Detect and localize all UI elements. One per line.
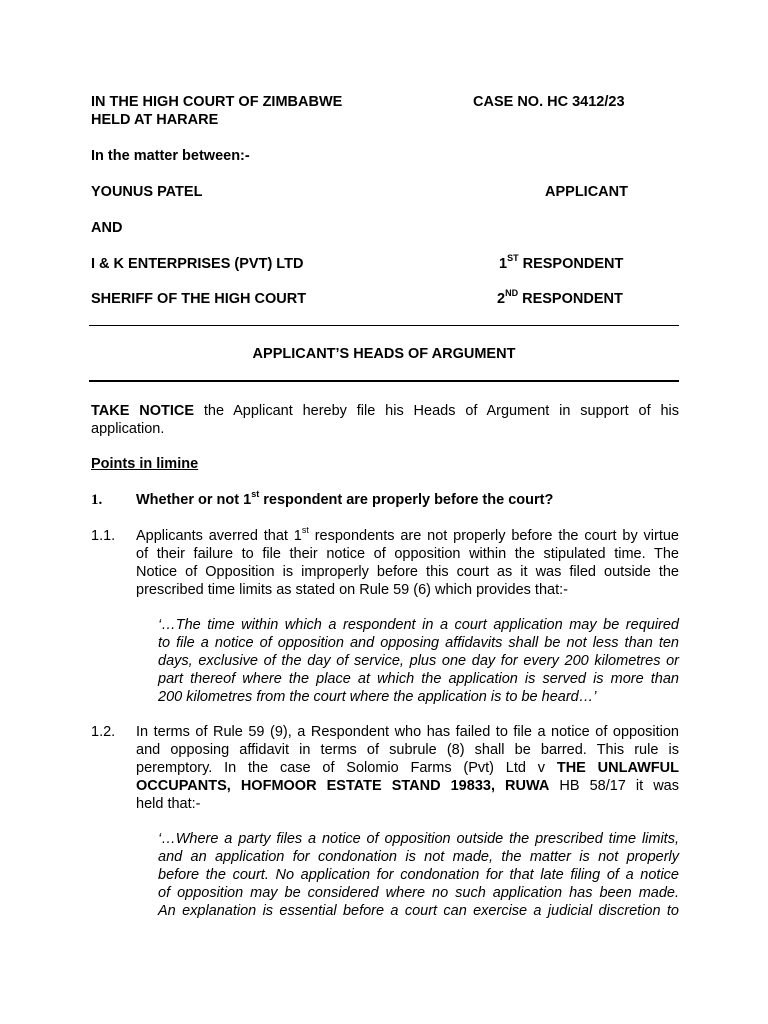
applicant-role: APPLICANT [545,184,628,200]
para-1-1-text: Applicants averred that 1st respondents are not properly before the court by virtue of their failure to file their notice of opposition within the stipulated time. The Notice of Opposition is improperly before this court as it was filed outside the prescribed time limits as stated on Rule 59 (6) which provides that:- [136,525,680,598]
section-1-heading: Whether or not 1st respondent are properly before the court? [136,489,554,508]
matter-between: In the matter between:- [91,148,250,164]
divider-bottom [89,380,679,382]
second-respondent-role: 2ND RESPONDENT [497,288,623,307]
second-respondent-name: SHERIFF OF THE HIGH COURT [91,291,307,307]
rule-59-6-quote: ‘…The time within which a respondent in a court application may be required to file a notice of opposition and opposing affidavits shall be not less than ten days, exclusive of the day of service, plus one day for every 200 kilometres or part thereof where the place at which the application is served is more than 200 kilometres from the court where the application is to be heard…’ [158,617,679,705]
take-notice-paragraph: TAKE NOTICE the Applicant hereby file his Heads of Argument in support of his application. [91,403,680,437]
points-in-limine-heading: Points in limine [91,456,199,472]
and-label: AND [91,220,123,236]
para-1-2-text: In terms of Rule 59 (9), a Respondent who has failed to file a notice of opposition and opposing affidavit in terms of subrule (8) shall be barred. This rule is peremptory. In the case of Solomio Farms (Pvt) Ltd v THE UNLAWFUL OCCUPANTS, HOFMOOR ESTATE STAND 19833, RUWA HB 58/17 it was held that:- [136,724,679,812]
para-1-1-number: 1.1. [91,528,116,544]
divider-top [89,325,679,326]
section-1-number: 1. [91,492,103,508]
court-name: IN THE HIGH COURT OF ZIMBABWE [91,94,343,110]
applicant-name: YOUNUS PATEL [91,184,203,200]
held-at: HELD AT HARARE [91,112,219,128]
case-law-quote: ‘…Where a party files a notice of opposition outside the prescribed time limits, and an application for condonation is not made, the matter is not properly before the court. No application for condonation for that late filing of a notice of opposition may be considered where no such application has been made. An explanation is essential before a court can exercise a judicial discretion to [158,831,679,919]
case-number: CASE NO. HC 3412/23 [473,94,625,110]
document-title: APPLICANT’S HEADS OF ARGUMENT [252,346,516,362]
first-respondent-role: 1ST RESPONDENT [499,253,624,272]
para-1-2-number: 1.2. [91,724,116,740]
first-respondent-name: I & K ENTERPRISES (PVT) LTD [91,256,304,272]
